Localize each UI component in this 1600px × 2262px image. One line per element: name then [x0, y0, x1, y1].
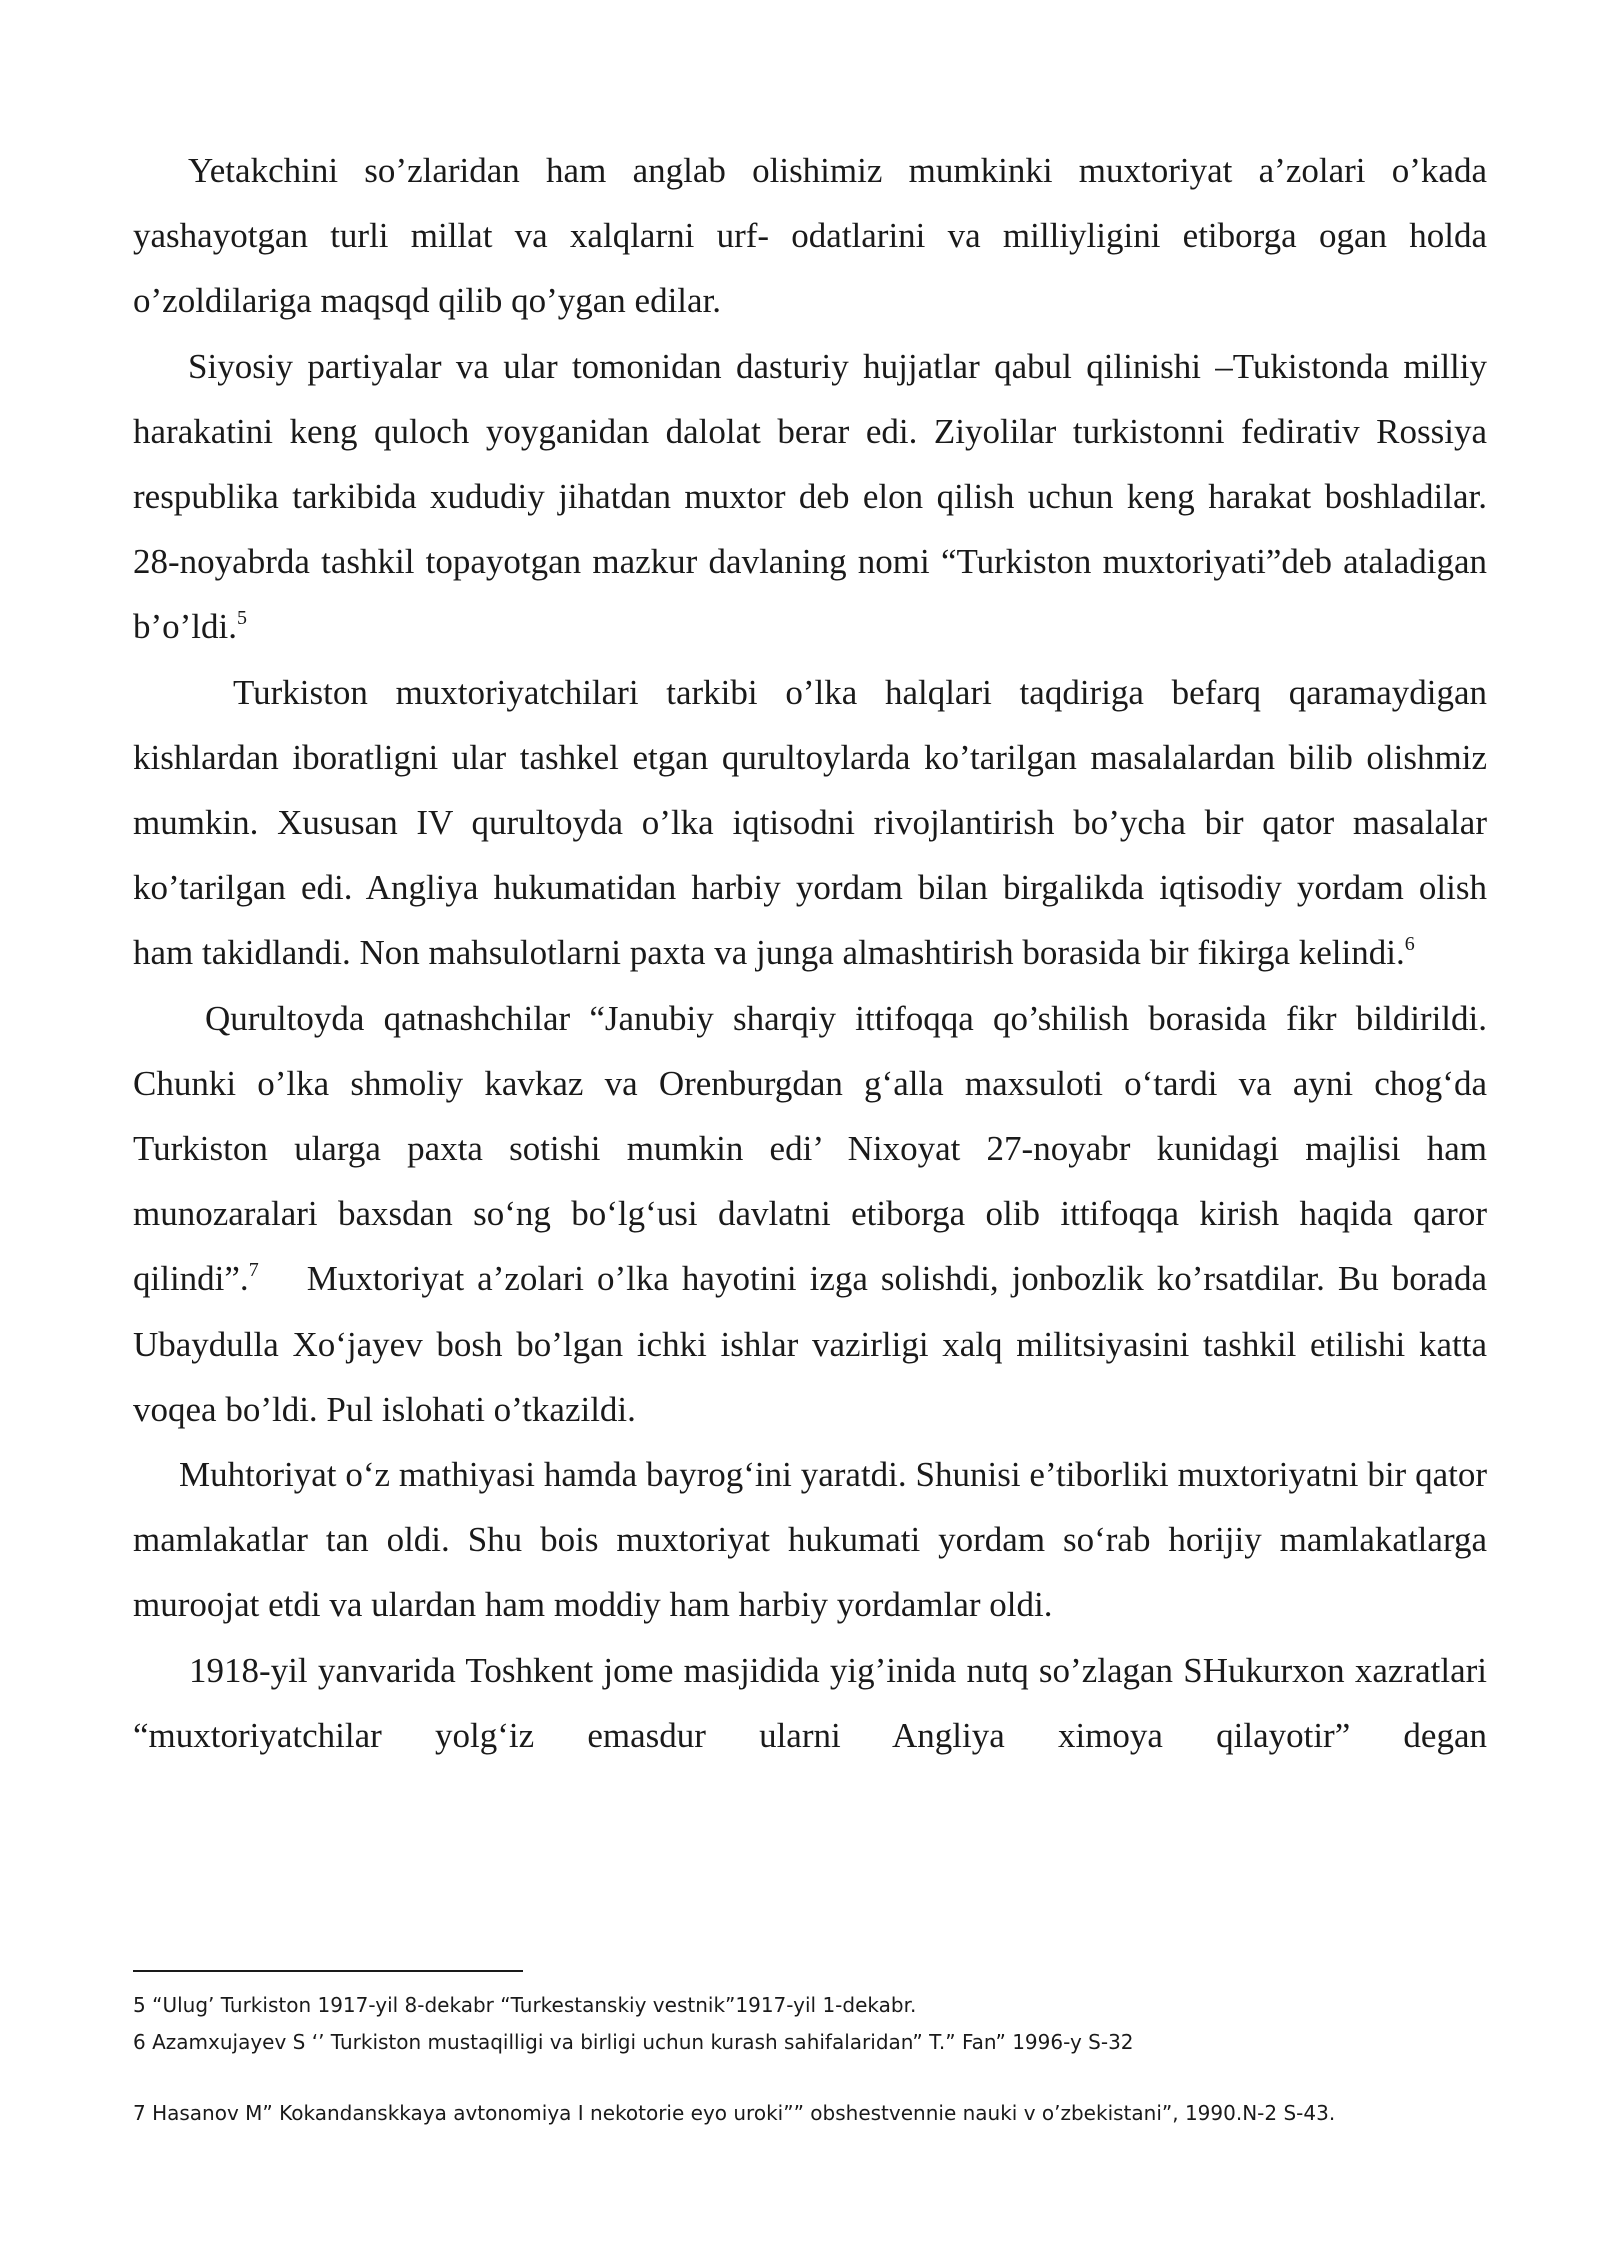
paragraph	[133, 986, 1487, 1442]
body-text	[133, 138, 1487, 1768]
paragraph-text: Yetakchini so’zlaridan ham anglab olishimiz mumkinki muxtoriyat a’zolari o’kada yashayotgan turli millat va xalqlarni urf- odatlarini va milliyligini etiborga ogan holda o’zoldilariga maqsqd qilib qo’ygan edilar.	[133, 151, 1487, 321]
paragraph-text: Muhtoriyat o‘z mathiyasi hamda bayrog‘ini yaratdi. Shunisi e’tiborliki muxtoriyatni bir qator mamlakatlar tan oldi. Shu bois muxtoriyat hukumati yordam so‘rab horijiy mamlakatlarga muroojat etdi va ulardan ham moddiy ham harbiy yordamlar oldi.	[133, 1455, 1487, 1625]
footnote-ref: 7	[248, 1259, 259, 1282]
paragraph-text: Qurultoyda qatnashchilar “Janubiy sharqiy ittifoqqa qo’shilish borasida fikr bildirildi. Chunki o’lka shmoliy kavkaz va Orenburgdan g‘alla maxsuloti o‘tardi va ayni chog‘da Turkiston ularga paxta sotishi mumkin edi’ Nixoyat 27-noyabr kunidagi majlisi ham munozaralari baxsdan so‘ng bo‘lg‘usi davlatni etiborga olib ittifoqqa kirish haqida qaror qilindi”.	[133, 998, 1487, 1299]
footnote-separator	[133, 1970, 523, 1972]
paragraph	[133, 1442, 1487, 1638]
footnote: 5 “Ulug’ Turkiston 1917-yil 8-dekabr “Turkestanskiy vestnik”1917-yil 1-dekabr.	[133, 1993, 917, 2017]
paragraph	[133, 660, 1487, 986]
paragraph	[133, 334, 1487, 660]
paragraph	[133, 1638, 1487, 1768]
footnote: 6 Azamxujayev S ‘’ Turkiston mustaqilligi va birligi uchun kurash sahifalaridan” T.” Fan” 1996-y S-32	[133, 2030, 1134, 2054]
paragraph-text: Muxtoriyat a’zolari o’lka hayotini izga solishdi, jonbozlik ko’rsatdilar. Bu borada Ubaydulla Xo‘jayev bosh bo’lgan ichki ishlar vazirligi xalq militsiyasini tashkil etilishi katta voqea bo’ldi. Pul islohati o’tkazildi.	[133, 1259, 1487, 1429]
paragraph-text: Turkiston muxtoriyatchilari tarkibi o’lka halqlari taqdiriga befarq qaramaydigan kishlardan iboratligni ular tashkel etgan qurultoylarda ko’tarilgan masalalardan bilib olishmiz mumkin. Xususan IV qurultoyda o’lka iqtisodni rivojlantirish bo’ycha bir qator masalalar ko’tarilgan edi. Angliya hukumatidan harbiy yordam bilan birgalikda iqtisodiy yordam olish ham takidlandi. Non mahsulotlarni paxta va junga almashtirish borasida bir fikirga kelindi.	[133, 672, 1487, 973]
paragraph-text: Siyosiy partiyalar va ular tomonidan dasturiy hujjatlar qabul qilinishi –Tukistonda milliy harakatini keng quloch yoyganidan dalolat berar edi. Ziyolilar turkistonni fedirativ Rossiya respublika tarkibida xududiy jihatdan muxtor deb elon qilish uchun keng harakat boshladilar. 28-noyabrda tashkil topayotgan mazkur davlaning nomi “Turkiston muxtoriyati”deb ataladigan b’o’ldi.	[133, 346, 1487, 647]
footnote-ref: 6	[1404, 933, 1415, 956]
paragraph-text: 1918-yil yanvarida Toshkent jome masjidida yig’inida nutq so’zlagan SHukurxon xazratlari “muxtoriyatchilar yolg‘iz emasdur ularni Angliya ximoya qilayotir” degan	[133, 1650, 1487, 1755]
footnotes	[133, 1990, 1513, 2128]
paragraph	[133, 138, 1487, 334]
footnote-ref: 5	[237, 607, 248, 630]
footnote: 7 Hasanov M” Kokandanskkaya avtonomiya I nekotorie eyo uroki”” obshestvennie nauki v o’zbekistani”, 1990.N-2 S-43.	[133, 2101, 1336, 2125]
